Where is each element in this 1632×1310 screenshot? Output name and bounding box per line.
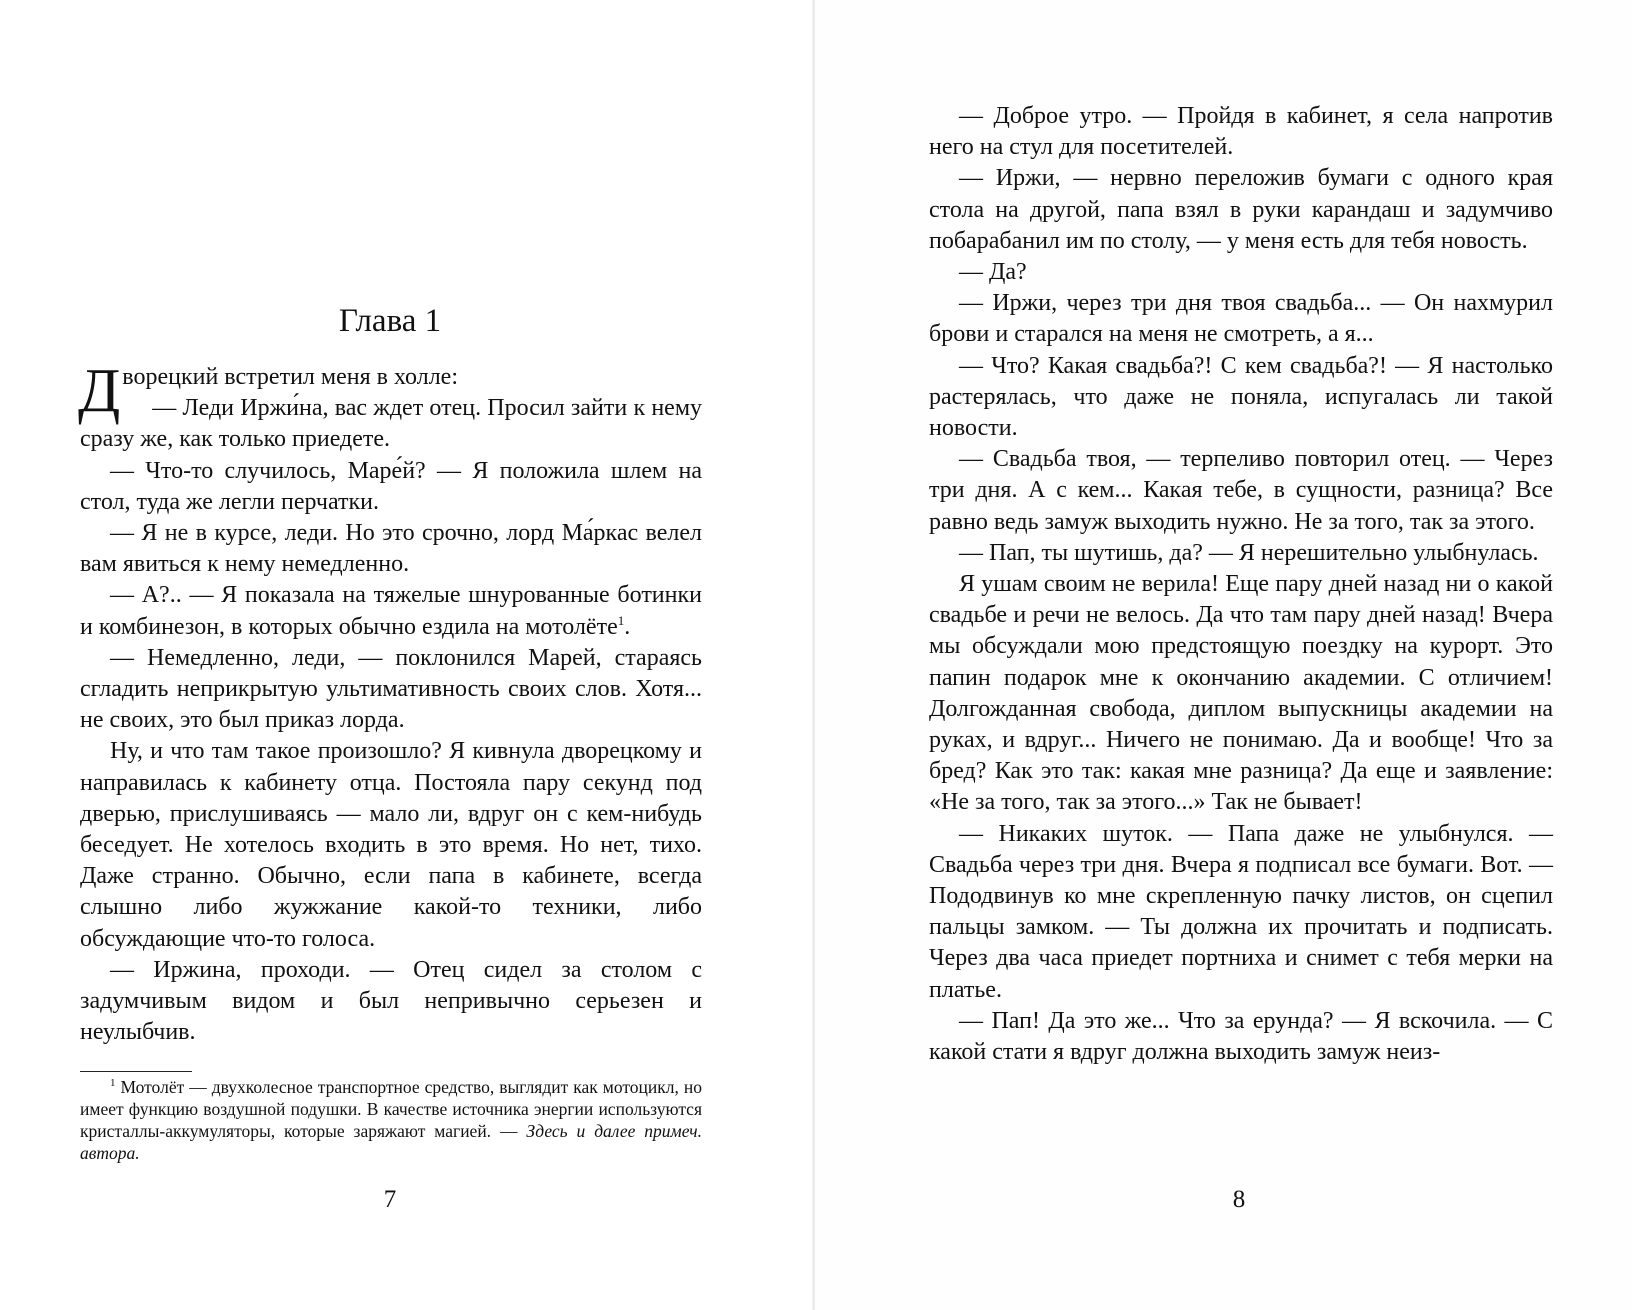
footnoted-paragraph: [80, 580, 702, 642]
right-page: [815, 0, 1632, 1310]
paragraph: — Пап! Да это же... Что за ерунда? — Я вскочила. — С какой стати я вдруг должна выходить замуж неиз-: [929, 1007, 1553, 1066]
paragraph: — Свадьба твоя, — терпеливо повторил отец. — Через три дня. А с кем... Какая тебе, в сущности, разница? Все равно ведь замуж выходить нужно. Не за того, так за этого.: [929, 446, 1553, 535]
paragraph: — Я не в курсе, леди. Но это срочно, лорд Ма́ркас велел вам явиться к нему немедленно.: [80, 520, 702, 578]
paragraph: — Пап, ты шутишь, да? — Я нерешительно улыбнулась.: [959, 539, 1539, 566]
right-page-text: [929, 101, 1553, 1068]
footnote-text: Мотолёт — двухколесное транспортное средство, выглядит как мотоцикл, но имеет функцию воздушной подушки. В качестве источника энергии используются кристаллы-аккумуляторы, которые заряжают магией. —: [80, 1077, 702, 1141]
paragraph: — Что? Какая свадьба?! С кем свадьба?! — Я настолько растерялась, что даже не поняла, испугалась ли такой новости.: [929, 352, 1553, 442]
paragraph: Ну, и что там такое произошло? Я кивнула дворецкому и направилась к кабинету отца. Постояла пару секунд под дверью, прислушиваясь — мало ли, вдруг он с кем-нибудь беседует. Не хотелось входить в это время. Но нет, тихо. Даже странно. Обычно, если папа в кабинете, всегда слышно либо жужжание какой-то техники, либо обсуждающие что-то голоса.: [80, 738, 702, 952]
paragraph: — Никаких шуток. — Папа даже не улыбнулся. — Свадьба через три дня. Вчера я подписал все бумаги. Вот. — Пододвинув ко мне скрепленную пачку листов, он сцепил пальцы замком. — Ты должна их прочитать и подписать. Через два часа приедет портниха и снимет с тебя мерки на платье.: [929, 820, 1553, 1003]
page-number-left: 7: [383, 1186, 397, 1213]
footnote-rule: [80, 1071, 192, 1072]
paragraph: — Иржи, через три дня твоя свадьба... — Он нахмурил брови и старался на меня не смотреть, а я...: [929, 290, 1553, 348]
footnote-reference: 1: [617, 612, 625, 628]
chapter-title: Глава 1: [338, 303, 442, 339]
page-number-right: 8: [1232, 1186, 1246, 1213]
paragraph: — Иржина, проходи. — Отец сидел за столом с задумчивым видом и был непривычно серьезен и неулыбчив.: [80, 956, 702, 1046]
paragraph: — Немедленно, леди, — поклонился Марей, стараясь сгладить неприкрытую ультимативность своих слов. Хотя... не своих, это был приказ лорда.: [80, 644, 702, 734]
drop-cap: Д: [78, 357, 121, 425]
paragraph: — Доброе утро. — Пройдя в кабинет, я села напротив него на стул для посетителей.: [929, 103, 1553, 161]
paragraph: — Иржи, — нервно переложив бумаги с одного края стола на другой, папа взял в руки карандаш и задумчиво побарабанил им по столу, — у меня есть для тебя новость.: [929, 165, 1553, 254]
footnoted-paragraph-end: .: [624, 613, 631, 640]
paragraph: — Что-то случилось, Маре́й? — Я положила шлем на стол, туда же легли перчатки.: [80, 457, 702, 515]
paragraph: — Да?: [959, 259, 1027, 286]
opening-paragraph-text: ворецкий встретил меня в холле:: [122, 364, 458, 390]
footnoted-paragraph-text: — А?.. — Я показала на тяжелые шнурованные ботинки и комбинезон, в которых обычно ездила на мотолёте: [80, 582, 702, 640]
left-page-text: [78, 357, 702, 1048]
paragraph: — Леди Иржи́на, вас ждет отец. Просил зайти к нему сразу же, как только приедете.: [80, 395, 702, 453]
footnote-number: 1: [110, 1077, 116, 1090]
paragraph: Я ушам своим не верила! Еще пару дней назад ни о какой свадьбе и речи не велось. Да что там пару дней назад! Вчера мы обсуждали мою предстоящую поездку на курорт. Это папин подарок мне к окончанию академии. С отличием! Долгожданная свобода, диплом выпускницы академии на руках, и вдруг... Ничего не понимаю. Да и вообще! Что за бред? Как это так: какая мне разница? Да еще и заявление: «Не за того, так за этого...» Так не бывает!: [929, 571, 1553, 816]
footnote-author-note: Здесь и далее примеч. автора.: [80, 1121, 702, 1163]
footnote: [80, 1076, 702, 1164]
left-page: [0, 0, 815, 1310]
